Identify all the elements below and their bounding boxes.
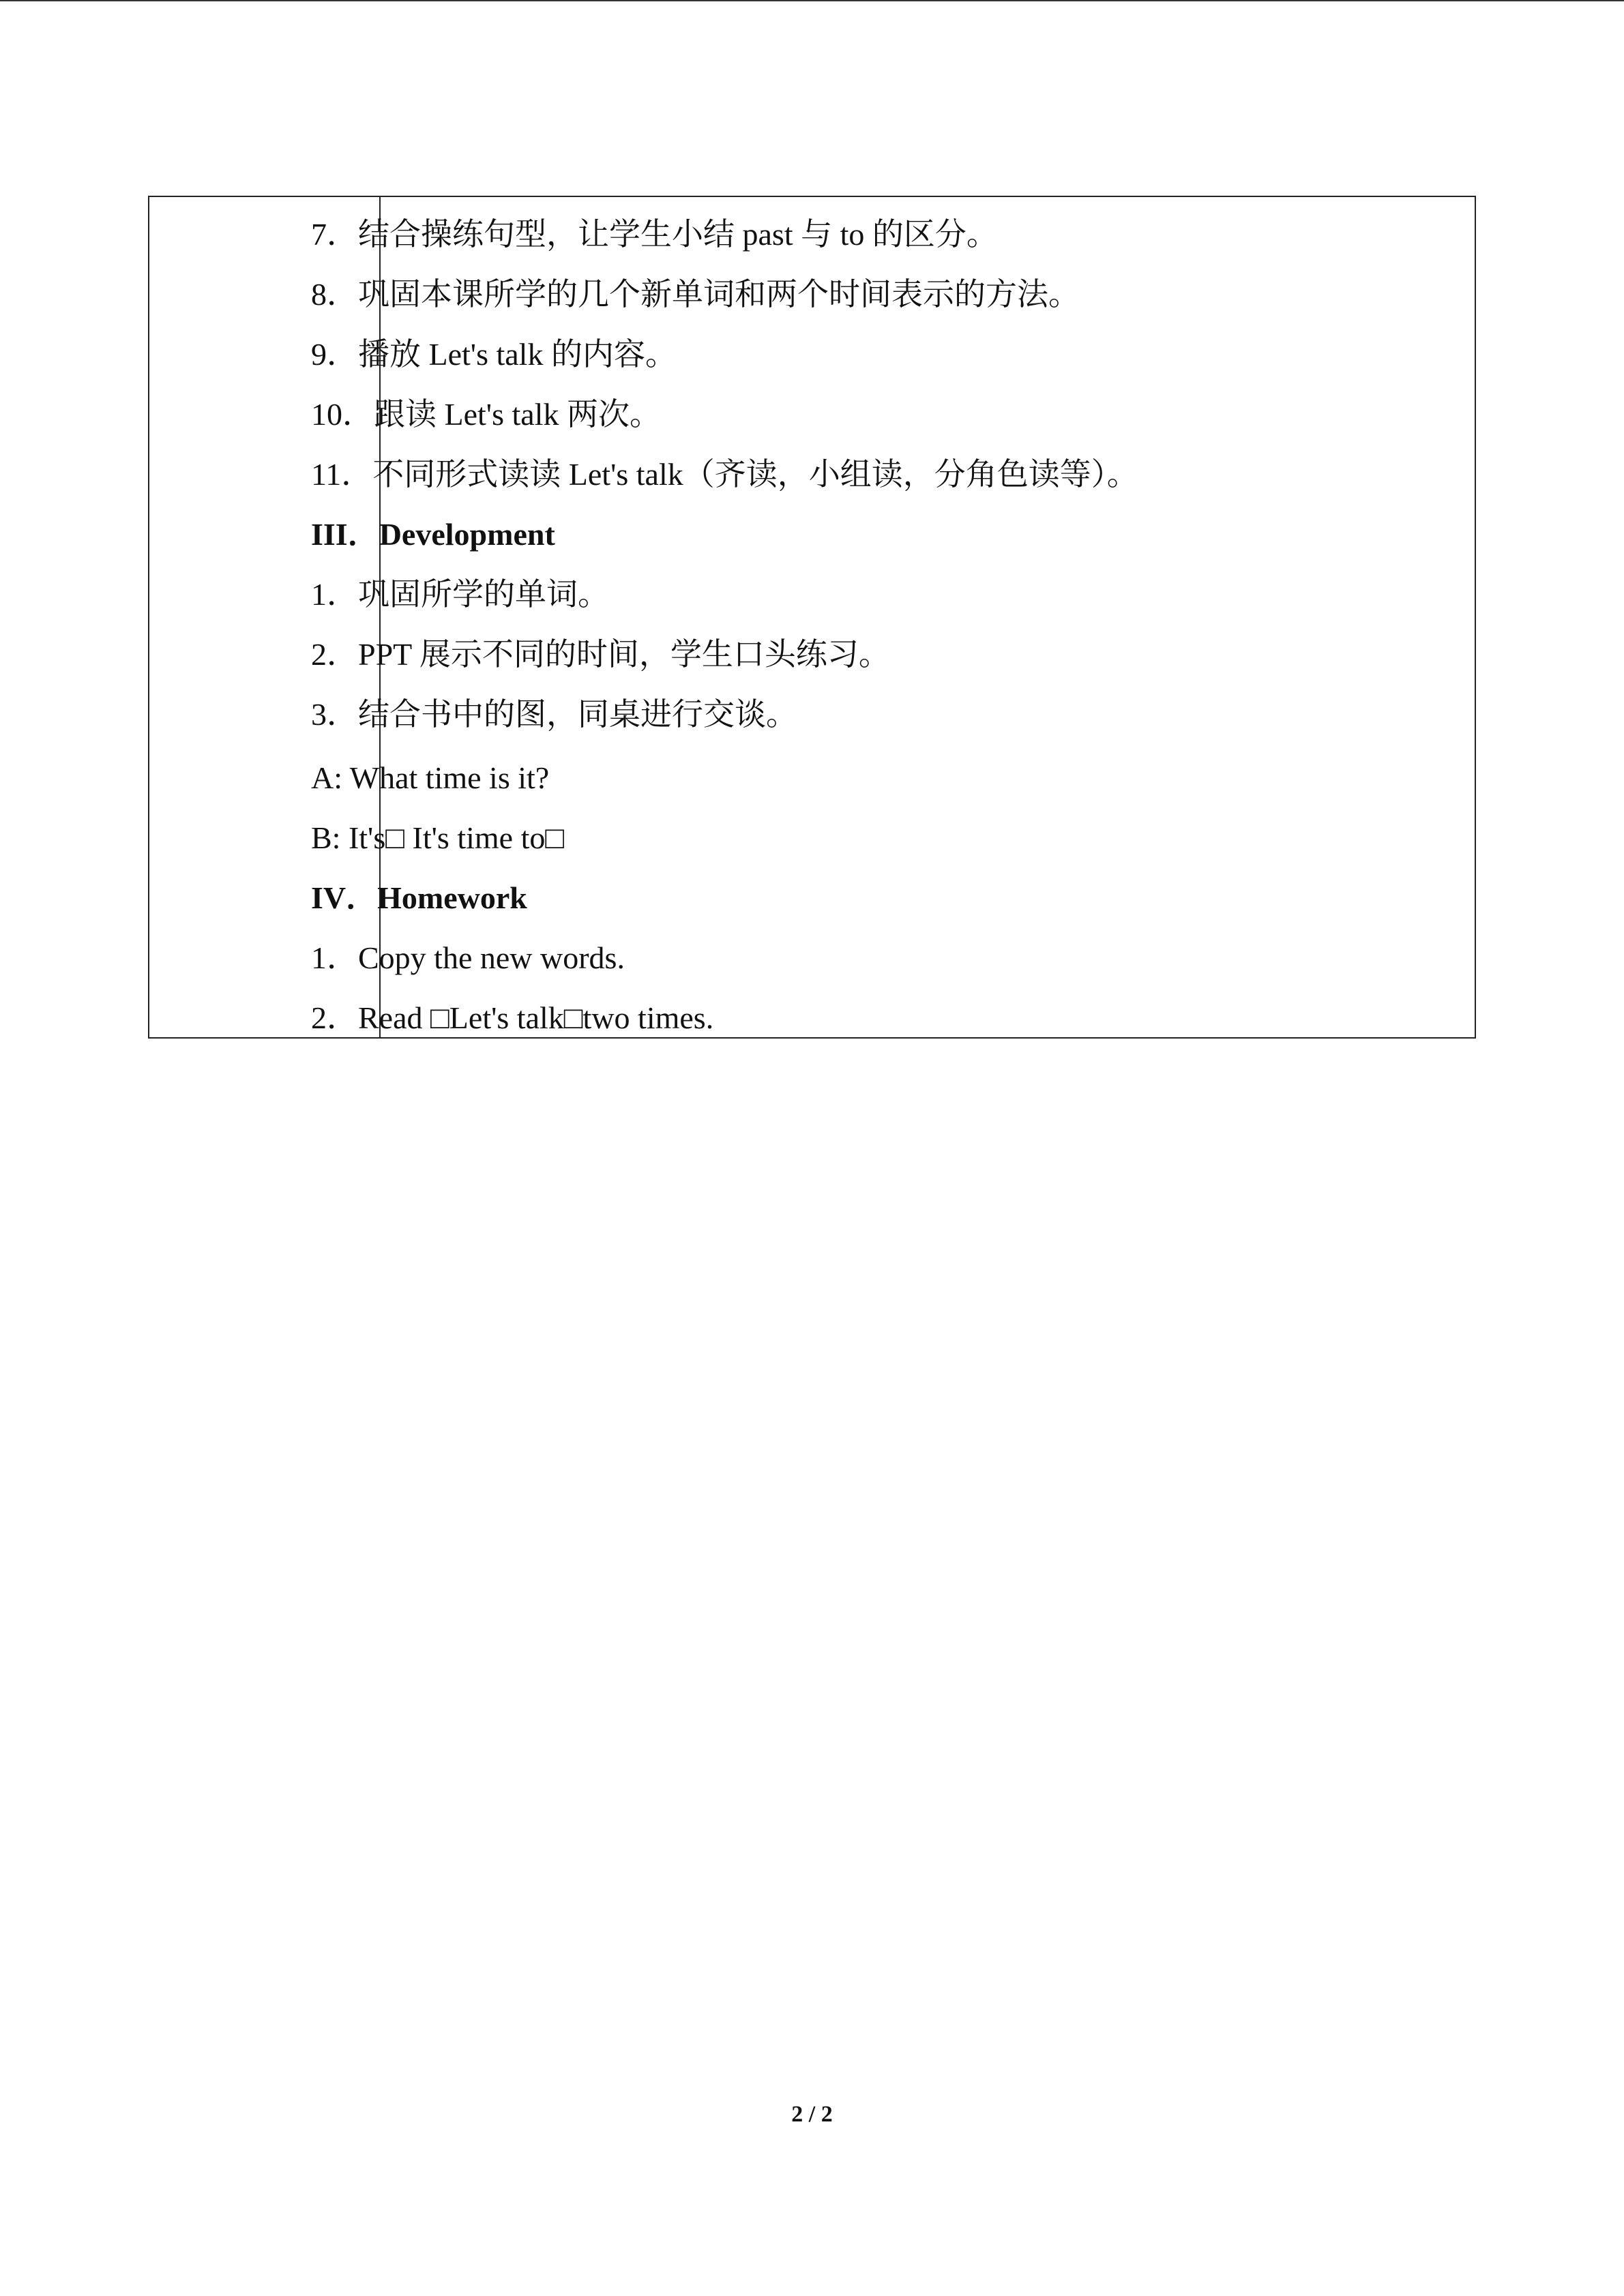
section-homework-heading: IV．Homework xyxy=(311,880,527,915)
section-development-heading: III．Development xyxy=(311,517,555,552)
development-step-3-line: 3．结合书中的图，同桌进行交谈。 xyxy=(311,697,797,732)
development-step-1-line: 1．巩固所学的单词。 xyxy=(311,577,609,612)
page-number: 2 / 2 xyxy=(791,2102,833,2127)
dialogue-a-line: A: What time is it? xyxy=(311,760,550,795)
page-top-border xyxy=(0,0,1624,1)
development-step-2-line: 2．PPT 展示不同的时间，学生口头练习。 xyxy=(311,637,890,672)
table-content-cell xyxy=(381,197,1475,1037)
step-10-line: 10．跟读 Let's talk 两次。 xyxy=(311,397,661,432)
step-9-line: 9．播放 Let's talk 的内容。 xyxy=(311,337,677,372)
step-11-line: 11．不同形式读读 Let's talk（齐读，小组读，分角色读等）。 xyxy=(311,457,1138,492)
step-8-line: 8．巩固本课所学的几个新单词和两个时间表示的方法。 xyxy=(311,277,1080,312)
homework-step-1-line: 1．Copy the new words. xyxy=(311,940,625,975)
step-7-line: 7．结合操练句型，让学生小结 past 与 to 的区分。 xyxy=(311,217,998,252)
dialogue-b-line: B: It's□ It's time to□ xyxy=(311,820,565,855)
homework-step-2-line: 2．Read □Let's talk□two times. xyxy=(311,1000,714,1035)
